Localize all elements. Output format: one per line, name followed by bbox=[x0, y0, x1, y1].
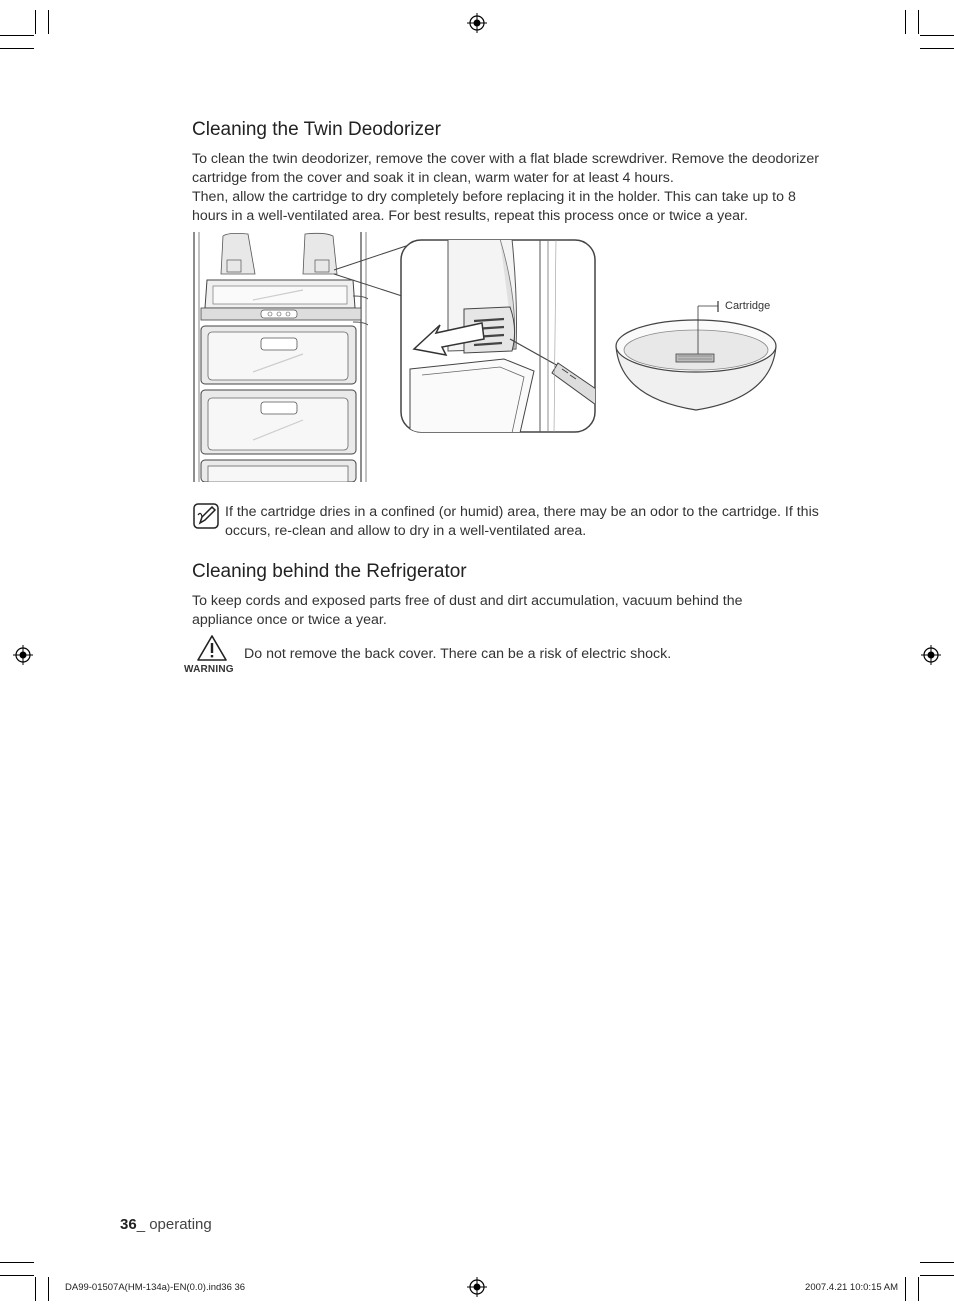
section-heading-behind-refrigerator: Cleaning behind the Refrigerator bbox=[192, 561, 467, 582]
behind-refrigerator-paragraph: To keep cords and exposed parts free of dust and dirt accumulation, vacuum behind the appliance once or twice a year. bbox=[192, 593, 743, 628]
soaking-bowl-illustration bbox=[612, 300, 782, 414]
print-slug-filename: DA99-01507A(HM-134a)-EN(0.0).ind36 36 bbox=[65, 1282, 246, 1293]
warning-text: Do not remove the back cover. There can be a risk of electric shock. bbox=[244, 646, 672, 662]
registration-mark-icon bbox=[467, 13, 487, 33]
deodorizer-paragraph-2: Then, allow the cartridge to dry completely before replacing it in the holder. This can take up to 8 hours in a well-ventilated area. For best results, repeat this process once or twice a year. bbox=[192, 189, 796, 224]
page-footer bbox=[120, 1216, 212, 1233]
registration-mark-icon bbox=[13, 645, 33, 665]
note-text: If the cartridge dries in a confined (or humid) area, there may be an odor to the cartridge. If this occurs, re-clean and allow to dry in a well-ventilated area. bbox=[225, 504, 819, 539]
cartridge-callout-label: Cartridge bbox=[725, 300, 771, 312]
print-slug-timestamp: 2007.4.21 10:0:15 AM bbox=[805, 1282, 898, 1293]
warning-label: WARNING bbox=[184, 664, 234, 675]
page-number: 36 bbox=[120, 1216, 137, 1233]
warning-triangle-icon bbox=[196, 634, 228, 662]
section-heading-deodorizer: Cleaning the Twin Deodorizer bbox=[192, 119, 441, 140]
deodorizer-removal-detail-illustration bbox=[400, 239, 596, 433]
zoom-connector-lines bbox=[330, 240, 410, 360]
registration-mark-icon bbox=[921, 645, 941, 665]
deodorizer-paragraph-1: To clean the twin deodorizer, remove the cover with a flat blade screwdriver. Remove the deodorizer cartridge from the cover and soak it in clean, warm water for at least 4 hours. bbox=[192, 151, 819, 186]
registration-mark-icon bbox=[467, 1277, 487, 1297]
footer-section-name: _ operating bbox=[136, 1216, 212, 1233]
note-pencil-icon bbox=[193, 503, 219, 529]
